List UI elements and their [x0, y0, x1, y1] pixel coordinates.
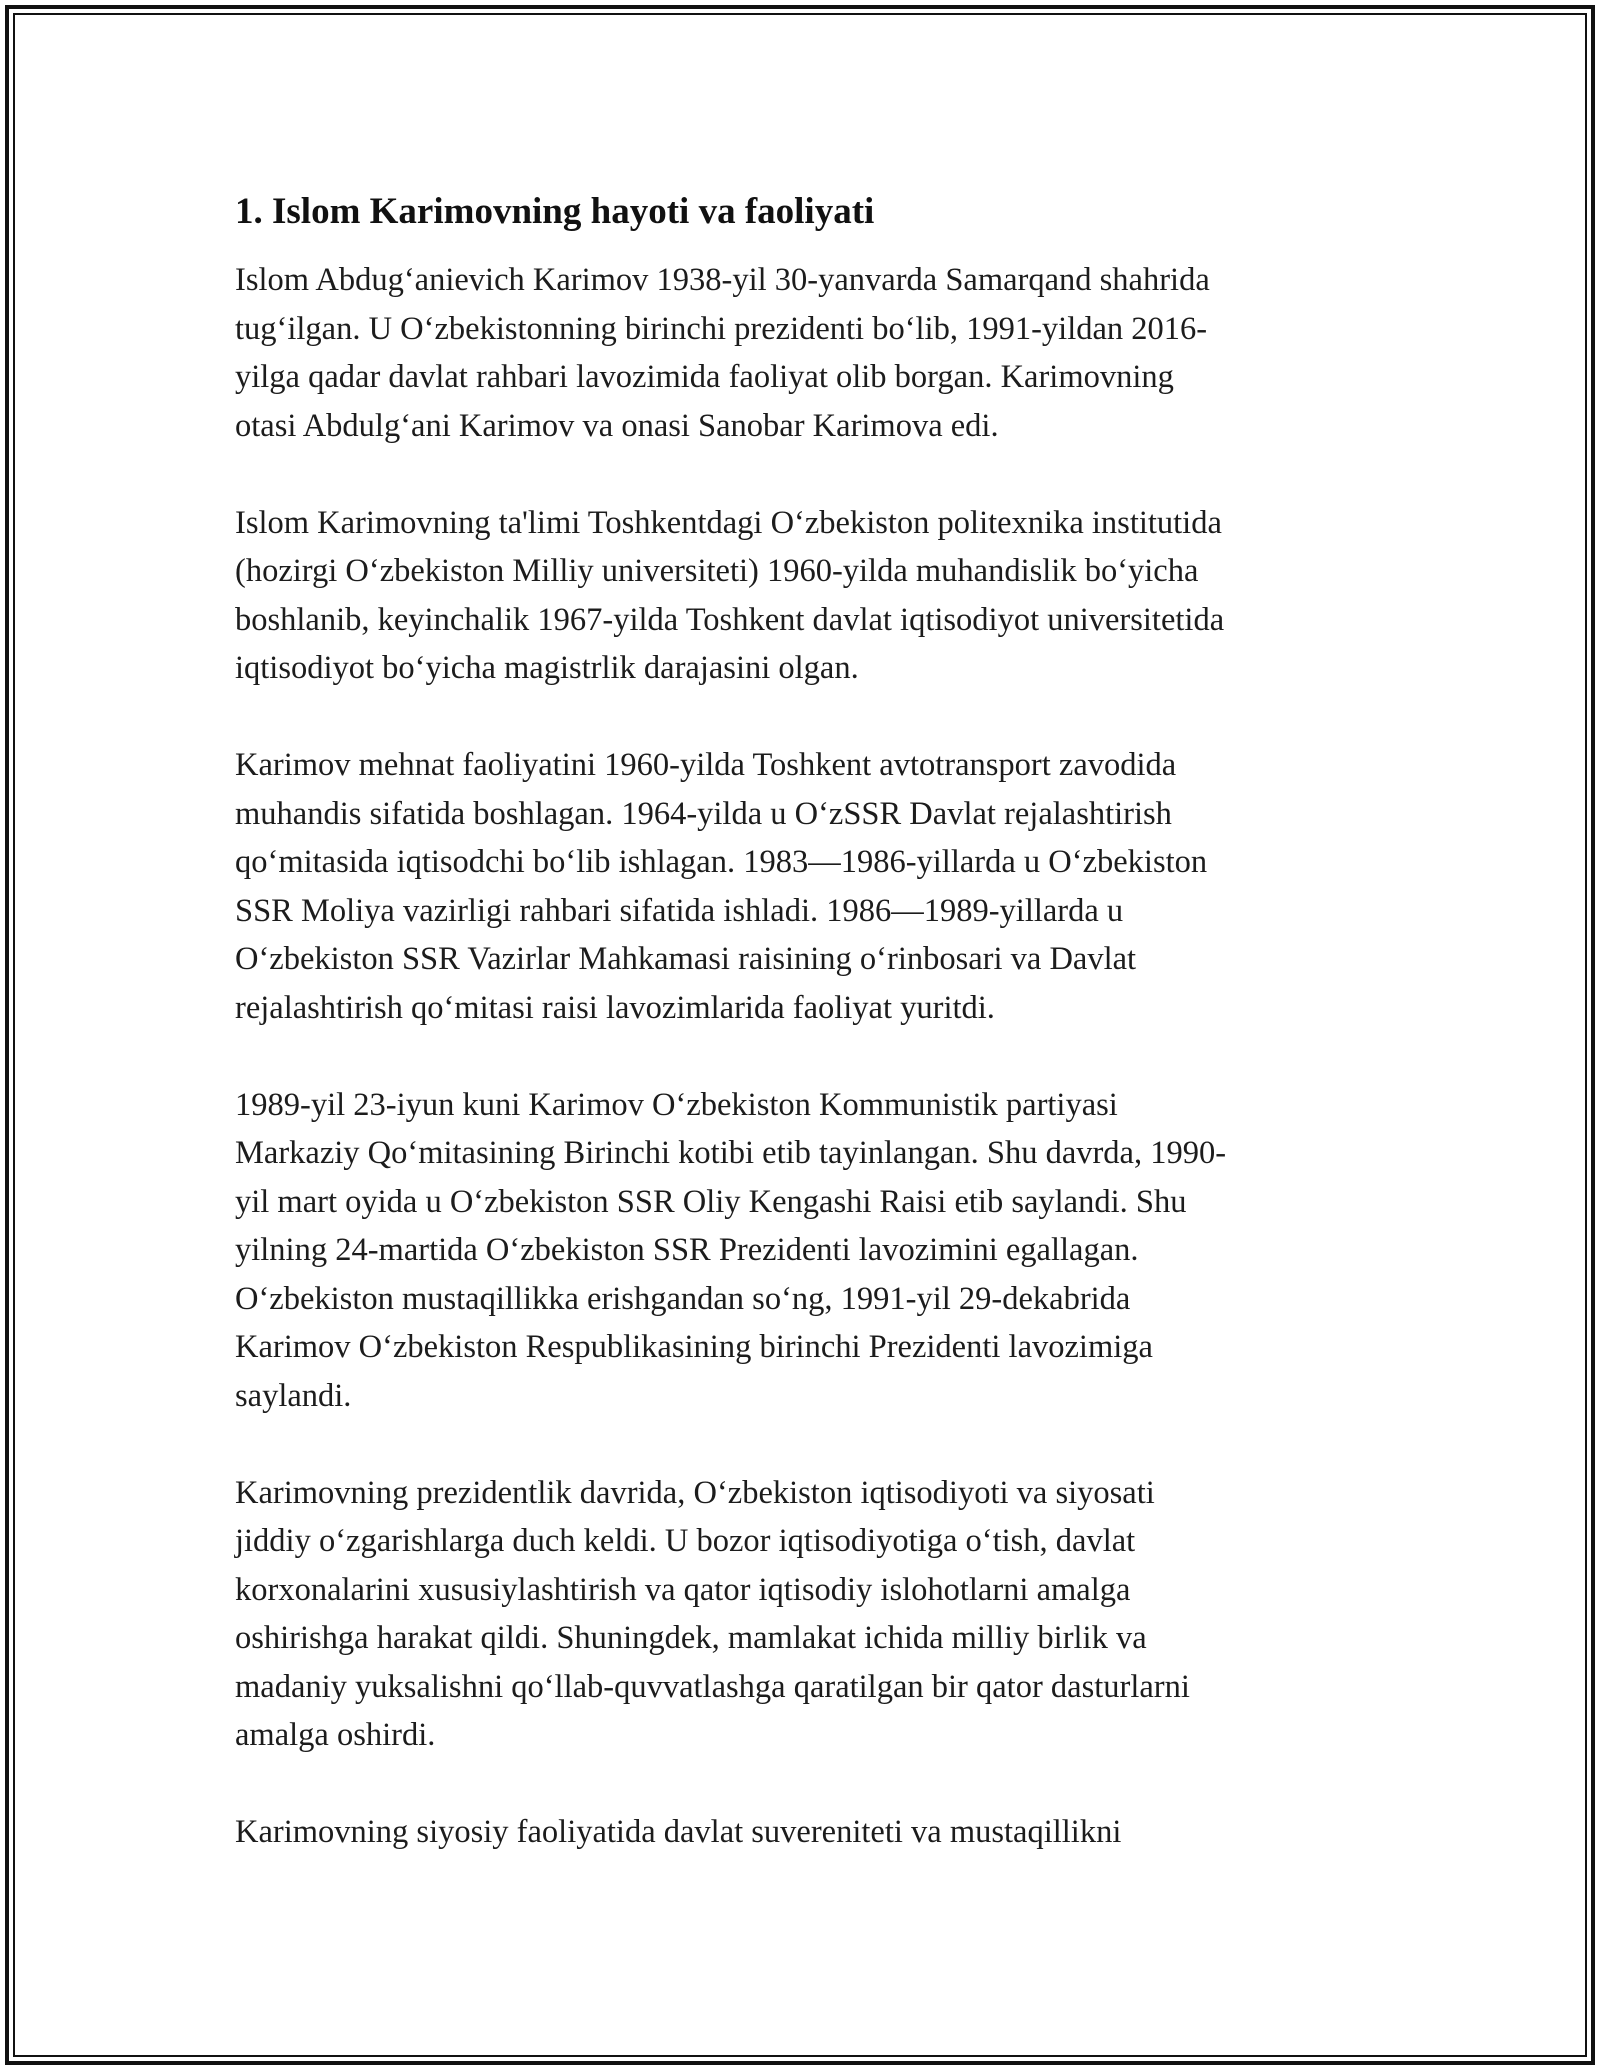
- paragraph-leadership: 1989-yil 23-iyun kuni Karimov O‘zbekiston Kommunistik partiyasi Markaziy Qo‘mitasining Birinchi kotibi etib tayinlangan. Shu davrda, 1990- yil mart oyida u O‘zbekiston SSR Oliy Kengashi Raisi etib saylandi. Shu yilning 24-martida O‘zbekiston SSR Prezidenti lavozimini egallagan. O‘zbekiston mustaqillikka erishgandan so‘ng, 1991-yil 29-dekabrida Karimov O‘zbekiston Respublikasining birinchi Prezidenti lavozimiga saylandi.: [235, 1086, 1227, 1414]
- paragraph-politics: Karimovning siyosiy faoliyatida davlat suvereniteti va mustaqillikni: [235, 1814, 1122, 1850]
- paragraph-presidency: Karimovning prezidentlik davrida, O‘zbekiston iqtisodiyoti va siyosati jiddiy o‘zgarishlarga duch keldi. U bozor iqtisodiyotiga o‘tish, davlat korxonalarini xususiylashtirish va qator iqtisodiy islohotlarni amalga oshirishga harakat qildi. Shuningdek, mamlakat ichida milliy birlik va madaniy yuksalishni qo‘llab-quvvatlashga qaratilgan bir qator dasturlarni amalga oshirdi.: [235, 1474, 1190, 1753]
- section-heading: 1. Islom Karimovning hayoti va faoliyati: [235, 191, 875, 232]
- document-body: [235, 188, 1365, 1905]
- paragraph-career: Karimov mehnat faoliyatini 1960-yilda Toshkent avtotransport zavodida muhandis sifatida boshlagan. 1964-yilda u O‘zSSR Davlat rejalashtirish qo‘mitasida iqtisodchi bo‘lib ishlagan. 1983—1986-yillarda u O‘zbekiston SSR Moliya vazirligi rahbari sifatida ishladi. 1986—1989-yillarda u O‘zbekiston SSR Vazirlar Mahkamasi raisining o‘rinbosari va Davlat rejalashtirish qo‘mitasi raisi lavozimlarida faoliyat yuritdi.: [235, 747, 1208, 1026]
- paragraph-education: Islom Karimovning ta'limi Toshkentdagi O‘zbekiston politexnika institutida (hozirgi O‘zbekiston Milliy universiteti) 1960-yilda muhandislik bo‘yicha boshlanib, keyinchalik 1967-yilda Toshkent davlat iqtisodiyot universitetida iqtisodiyot bo‘yicha magistrlik darajasini olgan.: [235, 504, 1225, 686]
- paragraph-biography: Islom Abdug‘anievich Karimov 1938-yil 30-yanvarda Samarqand shahrida tug‘ilgan. U O‘zbekistonning birinchi prezidenti bo‘lib, 1991-yildan 2016- yilga qadar davlat rahbari lavozimida faoliyat olib borgan. Karimovning otasi Abdulg‘ani Karimov va onasi Sanobar Karimova edi.: [235, 262, 1210, 444]
